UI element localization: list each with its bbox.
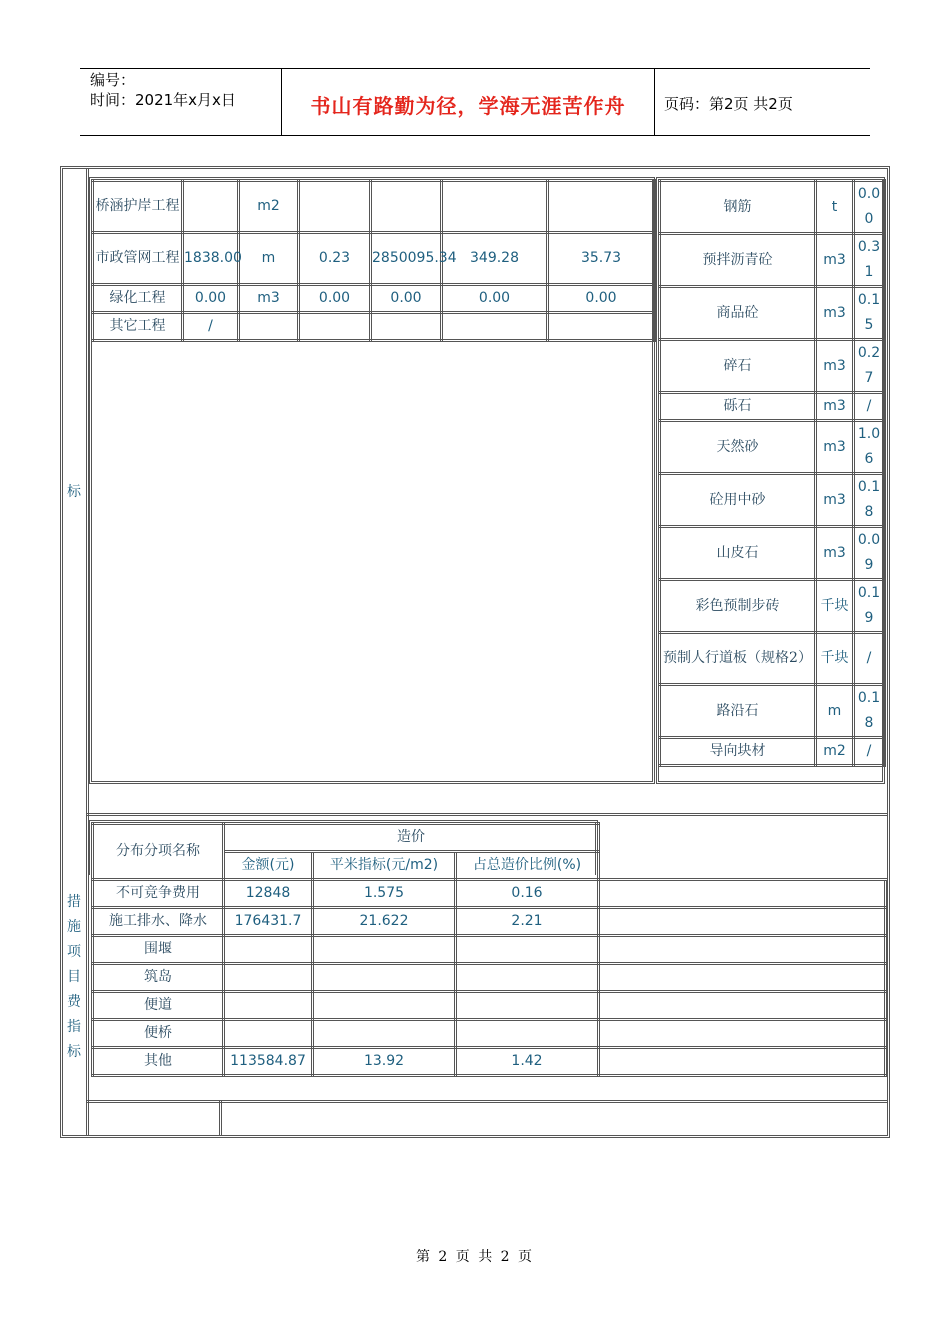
table-cell: / (183, 313, 239, 341)
table-cell (371, 313, 442, 341)
table-row (660, 527, 885, 580)
table-cell: 35.73 (548, 233, 655, 285)
material-value-cell: / (854, 633, 885, 685)
project-name-cell: 桥涵护岸工程 (93, 181, 183, 233)
page-indicator: 页码：第2页 共2页 (664, 95, 793, 113)
project-name-cell: 绿化工程 (93, 285, 183, 313)
table-cell (224, 992, 313, 1020)
material-name-cell: 砼用中砂 (660, 474, 816, 527)
table-row (660, 738, 885, 766)
material-unit-cell: 千块 (816, 633, 854, 685)
material-unit-cell: m3 (816, 287, 854, 340)
empty-cell (599, 992, 886, 1020)
table-cell: 1838.00 (183, 233, 239, 285)
table-row (93, 964, 886, 992)
material-unit-cell: m3 (816, 474, 854, 527)
table-row (93, 1048, 886, 1076)
header-bottom-rule (80, 135, 870, 136)
material-value-cell: 0.27 (854, 340, 885, 393)
table-cell: 0.00 (442, 285, 548, 313)
material-name-cell: 山皮石 (660, 527, 816, 580)
table-row (93, 233, 655, 285)
material-name-cell: 商品砼 (660, 287, 816, 340)
table-cell (224, 936, 313, 964)
table-cell: 0.00 (299, 285, 371, 313)
table-cell: 176431.7 (224, 908, 313, 936)
table-cell: 12848 (224, 880, 313, 908)
table-cell (456, 992, 599, 1020)
measure-name-cell: 其他 (93, 1048, 224, 1076)
material-unit-cell: 千块 (816, 580, 854, 633)
material-name-cell: 彩色预制步砖 (660, 580, 816, 633)
measures-table (91, 822, 887, 1077)
material-value-cell: 0.19 (854, 580, 885, 633)
project-table (91, 179, 656, 342)
table-cell: m2 (239, 181, 299, 233)
table-cell: 113584.87 (224, 1048, 313, 1076)
document-number-label: 编号： (90, 71, 136, 89)
page-footer: 第 2 页 共 2 页 (415, 1249, 535, 1265)
empty-cell (599, 880, 886, 908)
table-cell: 21.622 (313, 908, 456, 936)
material-unit-cell: m (816, 685, 854, 738)
table-row (93, 313, 655, 341)
table-row (93, 992, 886, 1020)
table-cell (299, 313, 371, 341)
header-top-rule (80, 68, 870, 69)
material-unit-cell: m3 (816, 393, 854, 421)
table-cell (313, 1020, 456, 1048)
material-name-cell: 天然砂 (660, 421, 816, 474)
table-cell (442, 313, 548, 341)
table-cell (313, 964, 456, 992)
table-cell: m3 (239, 285, 299, 313)
table-cell: 0.16 (456, 880, 599, 908)
header-divider (654, 69, 655, 136)
table-cell (183, 181, 239, 233)
table-cell (313, 936, 456, 964)
table-cell: 2.21 (456, 908, 599, 936)
table-cell: 2850095.34 (371, 233, 442, 285)
table-cell (313, 992, 456, 1020)
column-header-ratio: 占总造价比例(%) (456, 852, 599, 880)
table-cell: 0.00 (183, 285, 239, 313)
table-cell (224, 1020, 313, 1048)
table-row (660, 580, 885, 633)
table-cell (548, 313, 655, 341)
table-row (93, 936, 886, 964)
document-time-label: 时间：2021年x月x日 (90, 91, 236, 109)
table-cell (442, 181, 548, 233)
table-row (660, 234, 885, 287)
measure-name-cell: 便道 (93, 992, 224, 1020)
material-name-cell: 砾石 (660, 393, 816, 421)
table-cell (299, 181, 371, 233)
table-cell: 0.00 (371, 285, 442, 313)
column-header-cost: 造价 (224, 824, 599, 852)
material-value-cell: / (854, 393, 885, 421)
table-cell (371, 181, 442, 233)
side-label-index: 标 (67, 484, 81, 500)
measure-name-cell: 不可竞争费用 (93, 880, 224, 908)
material-name-cell: 预拌沥青砼 (660, 234, 816, 287)
measure-name-cell: 围堰 (93, 936, 224, 964)
table-cell (239, 313, 299, 341)
material-unit-cell: m2 (816, 738, 854, 766)
material-value-cell: 0.00 (854, 181, 885, 234)
table-row (660, 421, 885, 474)
material-name-cell: 路沿石 (660, 685, 816, 738)
measure-name-cell: 施工排水、降水 (93, 908, 224, 936)
table-cell (548, 181, 655, 233)
material-value-cell: 0.15 (854, 287, 885, 340)
side-label-measures: 措 施 项 目 费 指 标 (67, 894, 81, 1060)
measure-name-cell: 便桥 (93, 1020, 224, 1048)
material-unit-cell: m3 (816, 421, 854, 474)
material-unit-cell: m3 (816, 234, 854, 287)
header-divider (281, 69, 282, 136)
material-unit-cell: m3 (816, 527, 854, 580)
table-cell: 349.28 (442, 233, 548, 285)
table-row (660, 633, 885, 685)
material-value-cell: / (854, 738, 885, 766)
table-header-row (93, 824, 886, 852)
empty-cell (599, 936, 886, 964)
table-row (660, 474, 885, 527)
table-cell: 0.00 (548, 285, 655, 313)
column-header-name: 分布分项名称 (93, 824, 224, 880)
material-value-cell: 0.31 (854, 234, 885, 287)
empty-cell (599, 1020, 886, 1048)
table-cell: 13.92 (313, 1048, 456, 1076)
table-row (93, 908, 886, 936)
materials-table (658, 179, 886, 767)
table-cell (456, 936, 599, 964)
section-divider (87, 813, 888, 816)
material-value-cell: 1.06 (854, 421, 885, 474)
empty-cell (599, 964, 886, 992)
table-cell (224, 964, 313, 992)
table-row (660, 393, 885, 421)
material-unit-cell: t (816, 181, 854, 234)
bottom-row-divider (219, 1101, 222, 1136)
material-name-cell: 导向块材 (660, 738, 816, 766)
table-row (93, 880, 886, 908)
table-row (93, 181, 655, 233)
table-row (93, 285, 655, 313)
material-name-cell: 钢筋 (660, 181, 816, 234)
measure-name-cell: 筑岛 (93, 964, 224, 992)
material-name-cell: 碎石 (660, 340, 816, 393)
column-header-unit-index: 平米指标(元/m2) (313, 852, 456, 880)
material-value-cell: 0.18 (854, 685, 885, 738)
table-cell: 1.575 (313, 880, 456, 908)
table-cell: 1.42 (456, 1048, 599, 1076)
table-row (660, 287, 885, 340)
material-unit-cell: m3 (816, 340, 854, 393)
column-header-amount: 金额(元) (224, 852, 313, 880)
material-value-cell: 0.18 (854, 474, 885, 527)
table-cell: 0.23 (299, 233, 371, 285)
empty-cell (599, 824, 886, 880)
material-value-cell: 0.09 (854, 527, 885, 580)
project-name-cell: 市政管网工程 (93, 233, 183, 285)
section-divider (87, 1100, 888, 1103)
project-name-cell: 其它工程 (93, 313, 183, 341)
table-cell (456, 964, 599, 992)
table-row (660, 685, 885, 738)
header-motto: 书山有路勤为径，学海无涯苦作舟 (310, 94, 626, 118)
table-row (660, 340, 885, 393)
material-name-cell: 预制人行道板（规格2） (660, 633, 816, 685)
table-row (660, 181, 885, 234)
table-cell (456, 1020, 599, 1048)
table-row (93, 1020, 886, 1048)
table-cell: m (239, 233, 299, 285)
empty-cell (599, 1048, 886, 1076)
empty-cell (599, 908, 886, 936)
